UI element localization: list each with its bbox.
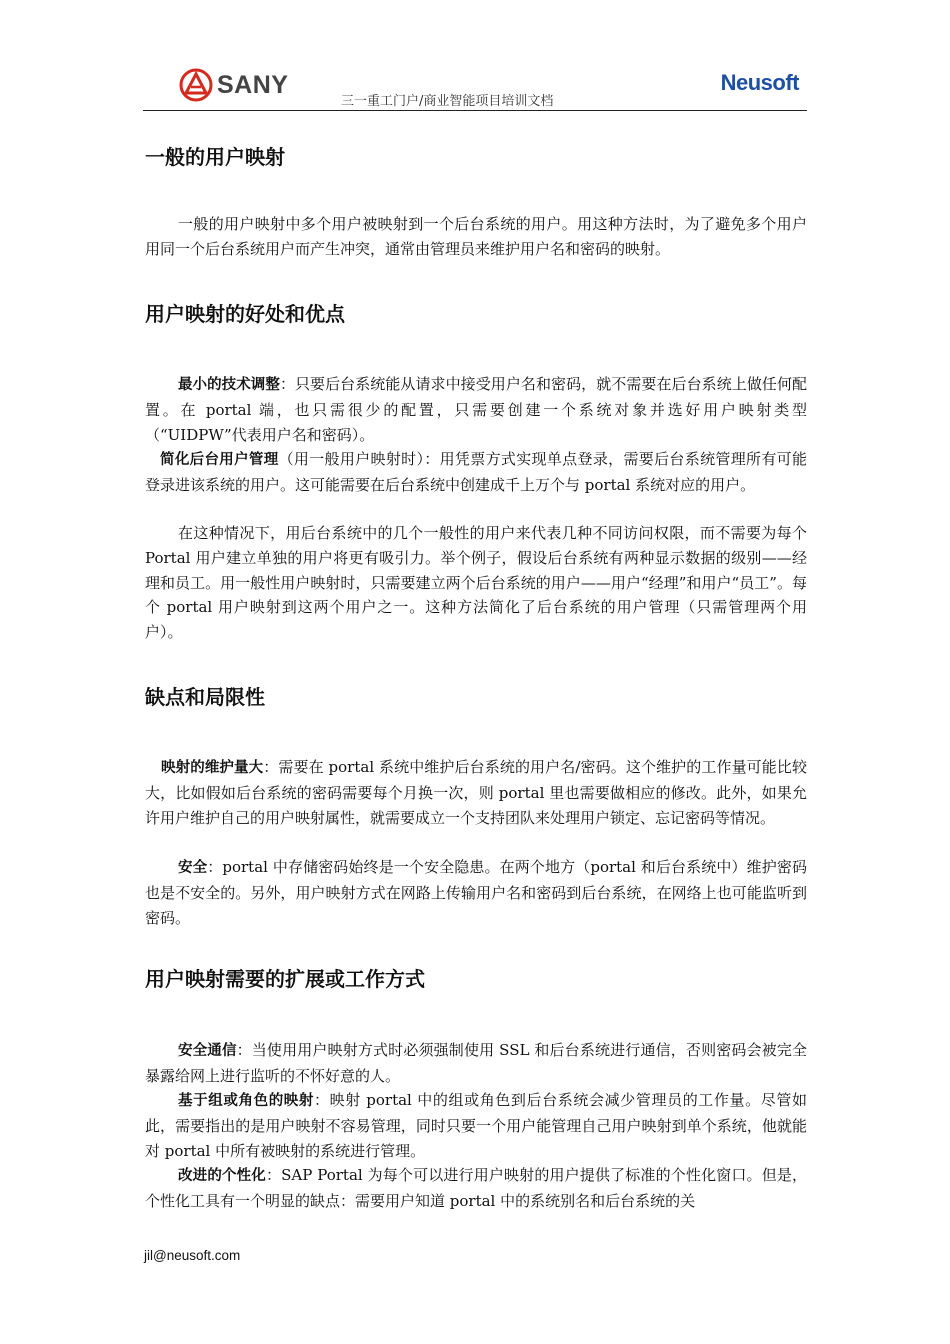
paragraph: 映射的维护量大：需要在 portal 系统中维护后台系统的用户名/密码。这个维护的工作量可能比较大，比如假如后台系统的密码需要每个月换一次，则 portal 里也需要做相应的修改。此外，如果允许用户维护自己的用户映射属性，就需要成立一个支持团队来处理用户锁定、忘记密码等情况。 (145, 758, 808, 827)
sany-logo-text: SANY (217, 70, 289, 99)
term-label: 最小的技术调整 (178, 377, 280, 393)
paragraph: 最小的技术调整：只要后台系统能从请求中接受用户名和密码，就不需要在后台系统上做任何配置。在 portal 端，也只需很少的配置，只需要创建一个系统对象并选好用户映射类型（“UIDPW”代表用户名和密码）。 (145, 375, 808, 444)
header-title: 三一重工门户/商业智能项目培训文档 (341, 94, 554, 109)
section-heading: 用户映射需要的扩展或工作方式 (145, 967, 425, 991)
paragraph: 安全：portal 中存储密码始终是一个安全隐患。在两个地方（portal 和后台系统中）维护密码也是不安全的。另外，用户映射方式在网路上传输用户名和密码到后台系统，在网络上也可能监听到密码。 (145, 858, 808, 927)
term-label: 基于组或角色的映射 (178, 1093, 315, 1109)
paragraph: 安全通信：当使用用户映射方式时必须强制使用 SSL 和后台系统进行通信，否则密码会被完全暴露给网上进行监听的不怀好意的人。 (145, 1041, 807, 1085)
section-heading: 用户映射的好处和优点 (145, 302, 345, 326)
term-label: 简化后台用户管理 (160, 452, 279, 468)
paragraph: 在这种情况下，用后台系统中的几个一般性的用户来代表几种不同访问权限，而不需要为每个 Portal 用户建立单独的用户将更有吸引力。举个例子，假设后台系统有两种显示数据的级别——经理和员工。用一般性用户映射时，只需要建立两个后台系统的用户——用户“经理”和用户“员工”。每个 portal 用户映射到这两个用户之一。这种方法简化了后台系统的用户管理（只需管理两个用户）。 (145, 524, 807, 642)
neusoft-logo: Neusoft (720, 70, 799, 95)
term-label: 安全通信 (178, 1043, 237, 1059)
term-label: 映射的维护量大 (161, 760, 264, 776)
paragraph: 基于组或角色的映射：映射 portal 中的组或角色到后台系统会减少管理员的工作量。尽管如此，需要指出的是用户映射不容易管理，同时只要一个用户能管理自己用户映射到单个系统，他就能对 portal 中所有被映射的系统进行管理。 (145, 1091, 807, 1160)
term-label: 改进的个性化 (178, 1168, 266, 1184)
paragraph: 简化后台用户管理（用一般用户映射时）：用凭票方式实现单点登录，需要后台系统管理所有可能登录进该系统的用户。这可能需要在后台系统中创建成千上万个与 portal 系统对应的用户。 (145, 450, 807, 494)
term-label: 安全 (178, 860, 208, 876)
page-header (143, 62, 807, 111)
paragraph: 一般的用户映射中多个用户被映射到一个后台系统的用户。用这种方法时，为了避免多个用户用同一个后台系统用户而产生冲突，通常由管理员来维护用户名和密码的映射。 (145, 215, 807, 258)
sany-logo (179, 68, 288, 102)
section-heading: 一般的用户映射 (145, 145, 285, 169)
section-heading: 缺点和局限性 (145, 685, 265, 709)
sany-logo-icon (179, 68, 213, 102)
paragraph: 改进的个性化：SAP Portal 为每个可以进行用户映射的用户提供了标准的个性化窗口。但是，个性化工具有一个明显的缺点：需要用户知道 portal 中的系统别名和后台系统的关 (145, 1166, 808, 1210)
footer-email: jil@neusoft.com (144, 1248, 241, 1263)
